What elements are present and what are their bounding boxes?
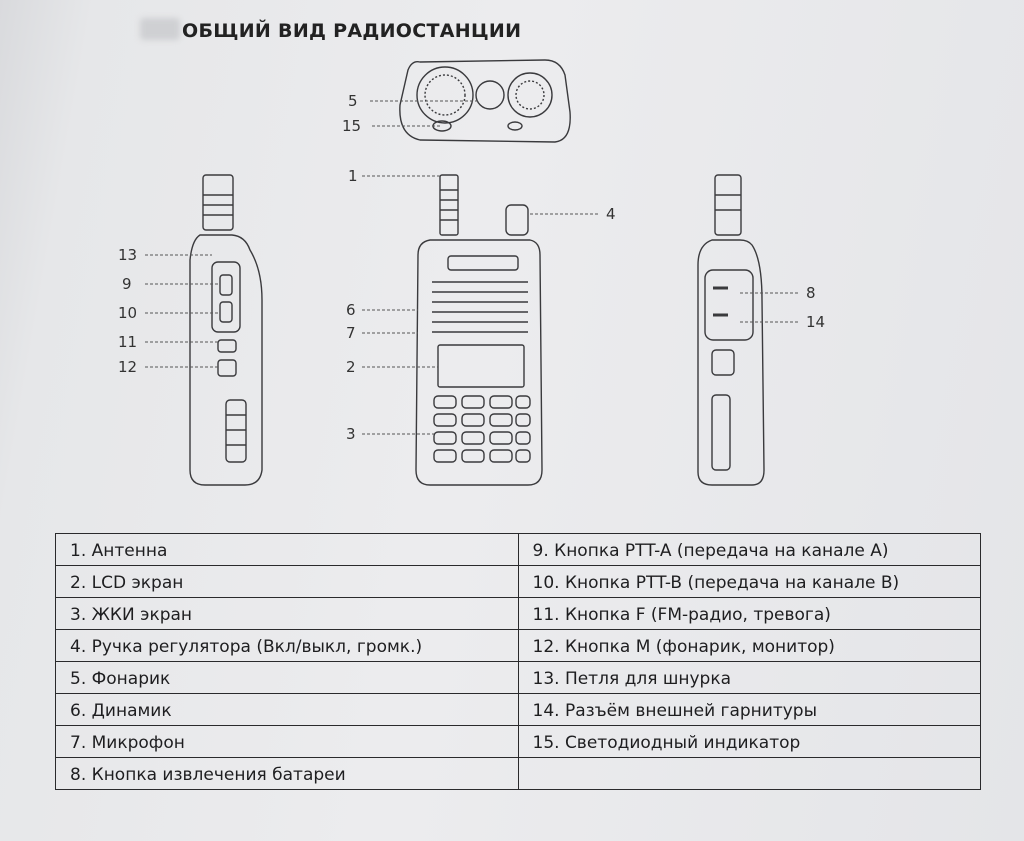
front-view-drawing [416, 175, 542, 485]
legend-cell: 4. Ручка регулятора (Вкл/выкл, громк.) [56, 630, 519, 662]
legend-cell: 3. ЖКИ экран [56, 598, 519, 630]
table-row [56, 694, 981, 726]
callout-11: 11 [118, 333, 138, 351]
callout-12: 12 [118, 358, 138, 376]
legend-cell: 15. Светодиодный индикатор [518, 726, 981, 758]
legend-cell: 5. Фонарик [56, 662, 519, 694]
table-row [56, 630, 981, 662]
table-row [56, 758, 981, 790]
legend-cell: 6. Динамик [56, 694, 519, 726]
table-row [56, 662, 981, 694]
callout-9: 9 [122, 275, 132, 293]
left-side-view-drawing [190, 175, 262, 485]
callout-5: 5 [348, 92, 358, 110]
callout-1: 1 [348, 167, 358, 185]
callout-3: 3 [346, 425, 356, 443]
table-row [56, 534, 981, 566]
callout-8: 8 [806, 284, 816, 302]
legend-cell: 14. Разъём внешней гарнитуры [518, 694, 981, 726]
legend-cell: 10. Кнопка PTT-B (передача на канале B) [518, 566, 981, 598]
legend-cell: 7. Микрофон [56, 726, 519, 758]
callout-13: 13 [118, 246, 138, 264]
callout-4: 4 [606, 205, 616, 223]
table-row [56, 726, 981, 758]
legend-cell [518, 758, 981, 790]
callout-15: 15 [342, 117, 362, 135]
legend-cell: 2. LCD экран [56, 566, 519, 598]
legend-cell: 8. Кнопка извлечения батареи [56, 758, 519, 790]
page-title: ОБЩИЙ ВИД РАДИОСТАНЦИИ [182, 20, 522, 42]
legend-cell: 9. Кнопка PTT-A (передача на канале A) [518, 534, 981, 566]
legend-cell: 11. Кнопка F (FM-радио, тревога) [518, 598, 981, 630]
callout-10: 10 [118, 304, 138, 322]
right-side-view-drawing [698, 175, 764, 485]
callout-14: 14 [806, 313, 826, 331]
callout-6: 6 [346, 301, 356, 319]
legend-cell: 1. Антенна [56, 534, 519, 566]
table-row [56, 598, 981, 630]
legend-cell: 13. Петля для шнурка [518, 662, 981, 694]
callout-2: 2 [346, 358, 356, 376]
legend-cell: 12. Кнопка M (фонарик, монитор) [518, 630, 981, 662]
callout-7: 7 [346, 324, 356, 342]
table-row [56, 566, 981, 598]
parts-legend-table [55, 533, 981, 790]
callout-lines [145, 101, 800, 434]
